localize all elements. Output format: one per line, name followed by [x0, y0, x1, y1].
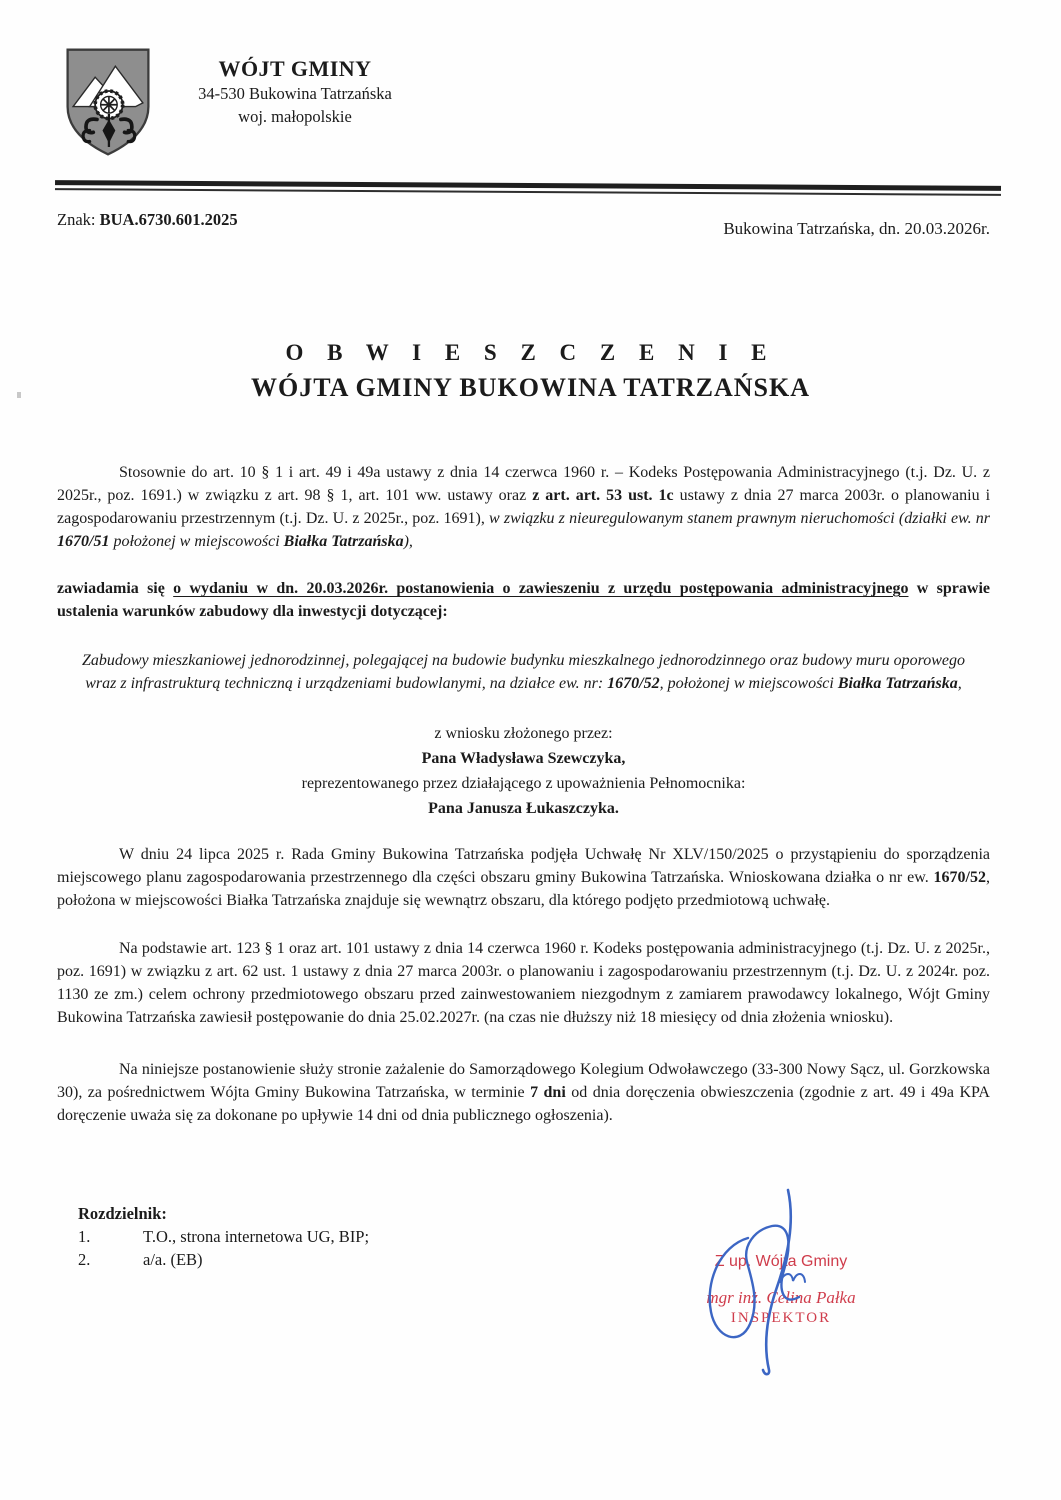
- scan-artifact: [17, 392, 21, 398]
- applicant-name: Pana Władysława Szewczyka,: [421, 750, 626, 767]
- handwritten-signature-icon: [692, 1186, 832, 1383]
- distribution-item-text: T.O., strona internetowa UG, BIP;: [143, 1227, 370, 1246]
- reference-number: BUA.6730.601.2025: [99, 210, 238, 229]
- header-divider: [55, 180, 1001, 196]
- reference-label: Znak:: [57, 210, 96, 229]
- office-address: 34-530 Bukowina Tatrzańska: [198, 84, 392, 103]
- title-line-2: WÓJTA GMINY BUKOWINA TATRZAŃSKA: [250, 373, 810, 402]
- stamp-signer-name: mgr inż. Celina Pałka: [706, 1288, 856, 1307]
- distribution-item-number: 2.: [78, 1250, 91, 1269]
- distribution-item-number: 1.: [78, 1227, 91, 1246]
- representative-intro: reprezentowanego przez działającego z upoważnienia Pełnomocnika:: [301, 775, 746, 792]
- office-region: woj. małopolskie: [238, 107, 352, 126]
- letterhead: [0, 0, 1061, 163]
- paragraph-appeal-rights: Na niniejsze postanowienie służy stronie zażalenie do Samorządowego Kolegium Odwoławczego (33-300 Nowy Sącz, ul. Gorzkowska 30), za pośrednictwem Wójta Gminy Bukowina Tatrzańska, w terminie 7 dni od dnia doręczenia obwieszczenia (zgodnie z art. 49 i 49a KPA doręczenie uważa się za dokonane po upływie 14 dni od dnia publicznego ogłoszenia).: [57, 1061, 990, 1124]
- coat-of-arms-icon: [62, 46, 154, 163]
- distribution-item: [57, 1226, 990, 1248]
- document-body: [0, 461, 1061, 1271]
- stamp-signer-title: INSPEKTOR: [730, 1310, 832, 1326]
- letterhead-text: [170, 46, 420, 128]
- document-title: [0, 339, 1061, 405]
- representative-name: Pana Janusza Łukaszczyka.: [428, 800, 619, 817]
- paragraph-suspension-basis: Na podstawie art. 123 § 1 oraz art. 101 ustawy z dnia 14 czerwca 1960 r. Kodeks postępowania administracyjnego (t.j. Dz. U. z 2025r., poz. 1691) w związku z art. 62 ust. 1 ustawy z dnia 27 marca 2003r. o planowaniu i zagospodarowaniu przestrzennym (t.j. Dz. U. z 2024r. poz. 1130 ze zm.) celem ochrony przedmiotowego obszaru przed zainwestowaniem niezgodnym z zamiarem prawodawcy lokalnego, Wójt Gminy Bukowina Tatrzańska zawiesił postępowanie do dnia 25.02.2027r. (na czas nie dłuższy niż 18 miesięcy od dnia złożenia wniosku).: [57, 940, 990, 1026]
- distribution-label: Rozdzielnik:: [78, 1204, 167, 1223]
- case-reference: [57, 210, 238, 230]
- office-title: WÓJT GMINY: [218, 56, 372, 81]
- stamp-authorization: Z up. Wójta Gminy: [714, 1253, 848, 1270]
- applicant-intro: z wniosku złożonego przez:: [434, 725, 613, 742]
- applicant-block: [57, 721, 990, 821]
- paragraph-notice: zawiadamia się o wydaniu w dn. 20.03.2026r. postanowienia o zawieszeniu z urzędu postępowania administracyjnego w sprawie ustalenia warunków zabudowy dla inwestycji dotyczącej:: [57, 580, 991, 620]
- paragraph-investment-description: Zabudowy mieszkaniowej jednorodzinnej, polegającej na budowie budynku mieszkalnego jednorodzinnego oraz budowy muru oporowego wraz z infrastrukturą techniczną i urządzeniami budowlanymi, na działce ew. nr: 1670/52, położonej w miejscowości Białka Tatrzańska,: [81, 652, 966, 692]
- reference-row: [57, 210, 990, 239]
- title-line-1: O B W I E S Z C Z E N I E: [285, 340, 776, 365]
- paragraph-legal-basis: Stosownie do art. 10 § 1 i art. 49 i 49a ustawy z dnia 14 czerwca 1960 r. – Kodeks Postępowania Administracyjnego (t.j. Dz. U. z 2025r., poz. 1691.) w związku z art. 98 § 1, art. 101 ww. ustawy oraz z art. art. 53 ust. 1c ustawy z dnia 27 marca 2003r. o planowaniu i zagospodarowaniu przestrzennym (t.j. Dz. U. z 2025r., poz. 1691), w związku z nieuregulowanym stanem prawnym nieruchomości (działki ew. nr 1670/51 położonej w miejscowości Białka Tatrzańska),: [57, 464, 991, 550]
- place-and-date: Bukowina Tatrzańska, dn. 20.03.2026r.: [723, 219, 990, 238]
- paragraph-council-resolution: W dniu 24 lipca 2025 r. Rada Gminy Bukowina Tatrzańska podjęła Uchwałę Nr XLV/150/2025 o przystąpieniu do sporządzenia miejscowego planu zagospodarowania przestrzennego dla części obszaru gminy Bukowina Tatrzańska. Wnioskowana działka o nr ew. 1670/52, położona w miejscowości Białka Tatrzańska znajduje się wewnątrz obszaru, dla którego podjęto przedmiotową uchwałę.: [57, 846, 990, 909]
- distribution-item-text: a/a. (EB): [143, 1250, 203, 1269]
